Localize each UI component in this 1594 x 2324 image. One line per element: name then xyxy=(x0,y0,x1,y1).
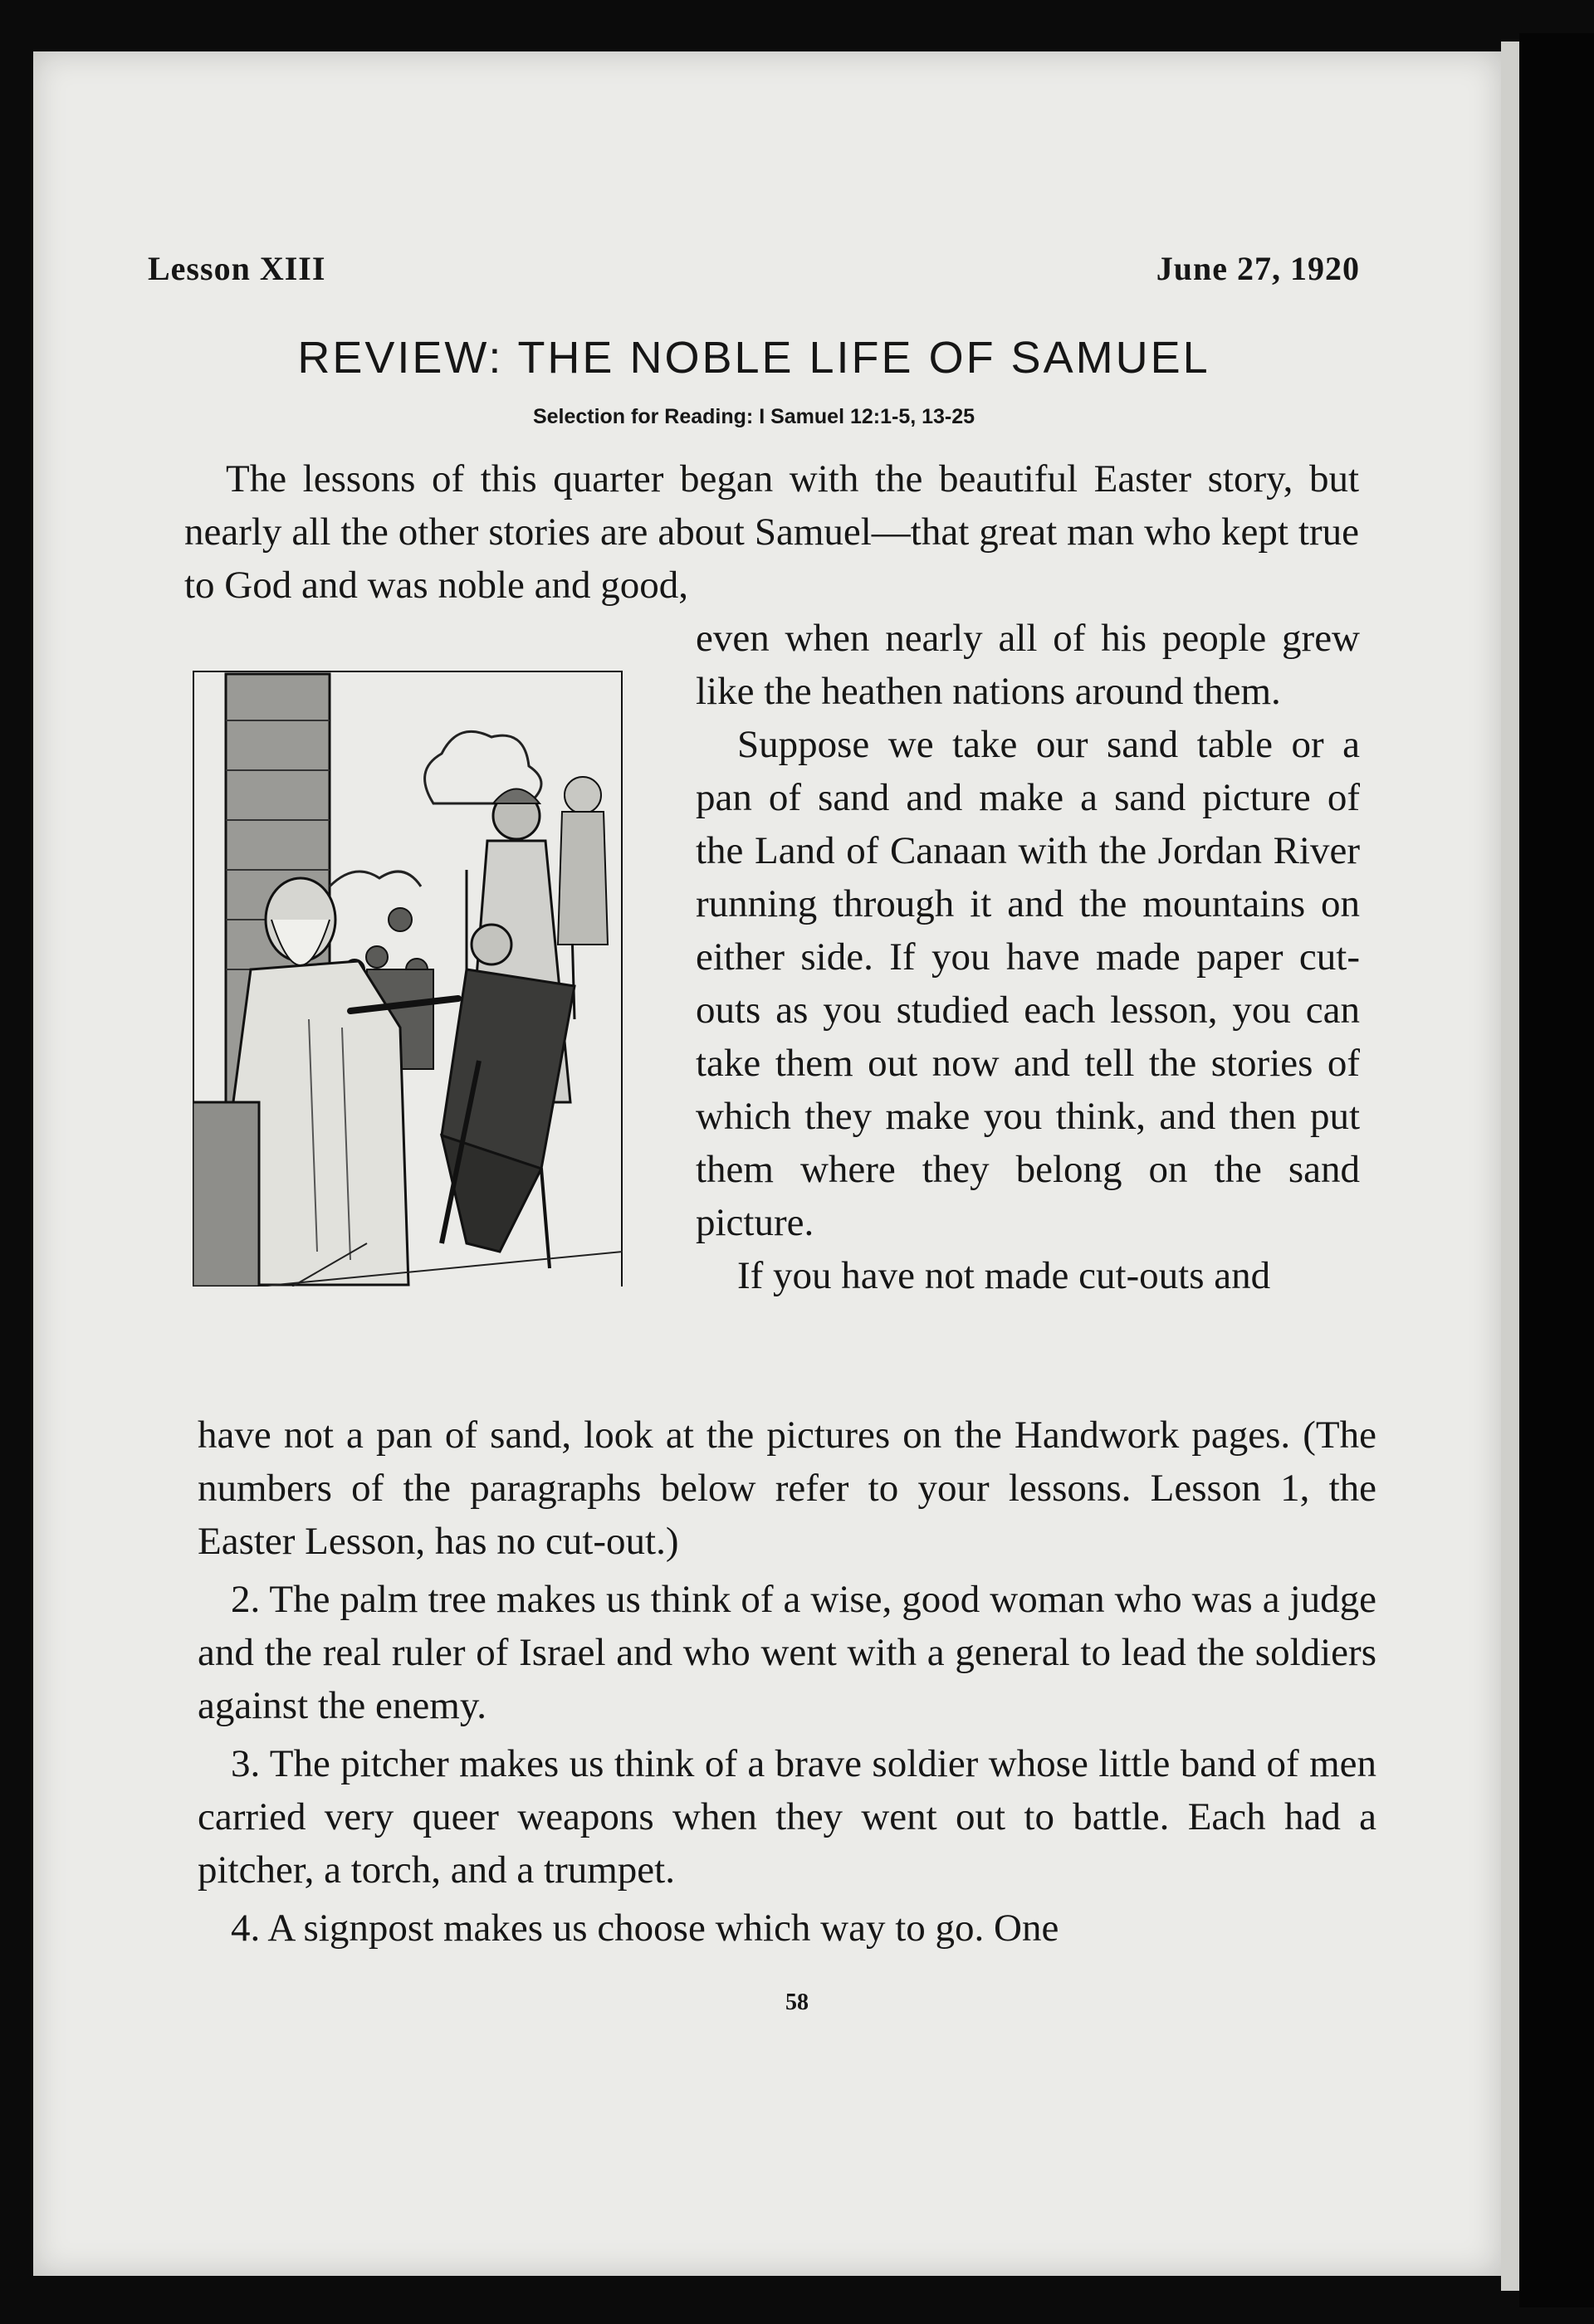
intro-continuation: even when nearly all of his people grew like the heathen nations around them. xyxy=(696,617,1360,713)
page-title: REVIEW: THE NOBLE LIFE OF SAMUEL xyxy=(297,333,1210,383)
reading-selection: Selection for Reading: I Samuel 12:1-5, 13-25 xyxy=(532,405,975,428)
paragraph-4: 4. A signpost makes us choose which way to go. One xyxy=(231,1907,1059,1950)
intro-paragraph: The lessons of this quarter began with the beautiful Easter story, but nearly all the other stories are about Samuel—that great man who kept true to God and was noble and good, xyxy=(184,457,1359,607)
samuel-illustration xyxy=(193,671,623,1286)
cutouts-paragraph-rest: have not a pan of sand, look at the pictures on the Handwork pages. (The numbers of the paragraphs below refer to your lessons. Lesson 1, the Easter Lesson, has no cut-out.) xyxy=(198,1413,1376,1563)
bottom-text xyxy=(198,1409,1376,1960)
page-number: 58 xyxy=(785,1990,809,2015)
cutouts-paragraph-start: If you have not made cut-outs and xyxy=(737,1254,1271,1297)
scan-border xyxy=(1519,33,1594,2307)
running-head xyxy=(148,249,1360,288)
paragraph-3: 3. The pitcher makes us think of a brave soldier whose little band of men carried very queer weapons when they went out to battle. Each had a pitcher, a torch, and a trumpet. xyxy=(198,1742,1376,1892)
sand-table-paragraph: Suppose we take our sand table or a pan of sand and make a sand picture of the Land of Canaan with the Jordan River running through it and the mountains on either side. If you have made paper cut-outs as you studied each lesson, you can take them out now and tell the stories of which they make you think, and then put them where they belong on the sand picture. xyxy=(696,723,1360,1244)
lesson-date: June 27, 1920 xyxy=(1156,250,1360,287)
paragraph-2: 2. The palm tree makes us think of a wise, good woman who was a judge and the real ruler of Israel and who went with a general to lead the soldiers against the enemy. xyxy=(198,1578,1376,1727)
lesson-number: Lesson XIII xyxy=(148,250,326,287)
book-spine xyxy=(1501,42,1519,2291)
right-column-text xyxy=(696,612,1360,1302)
